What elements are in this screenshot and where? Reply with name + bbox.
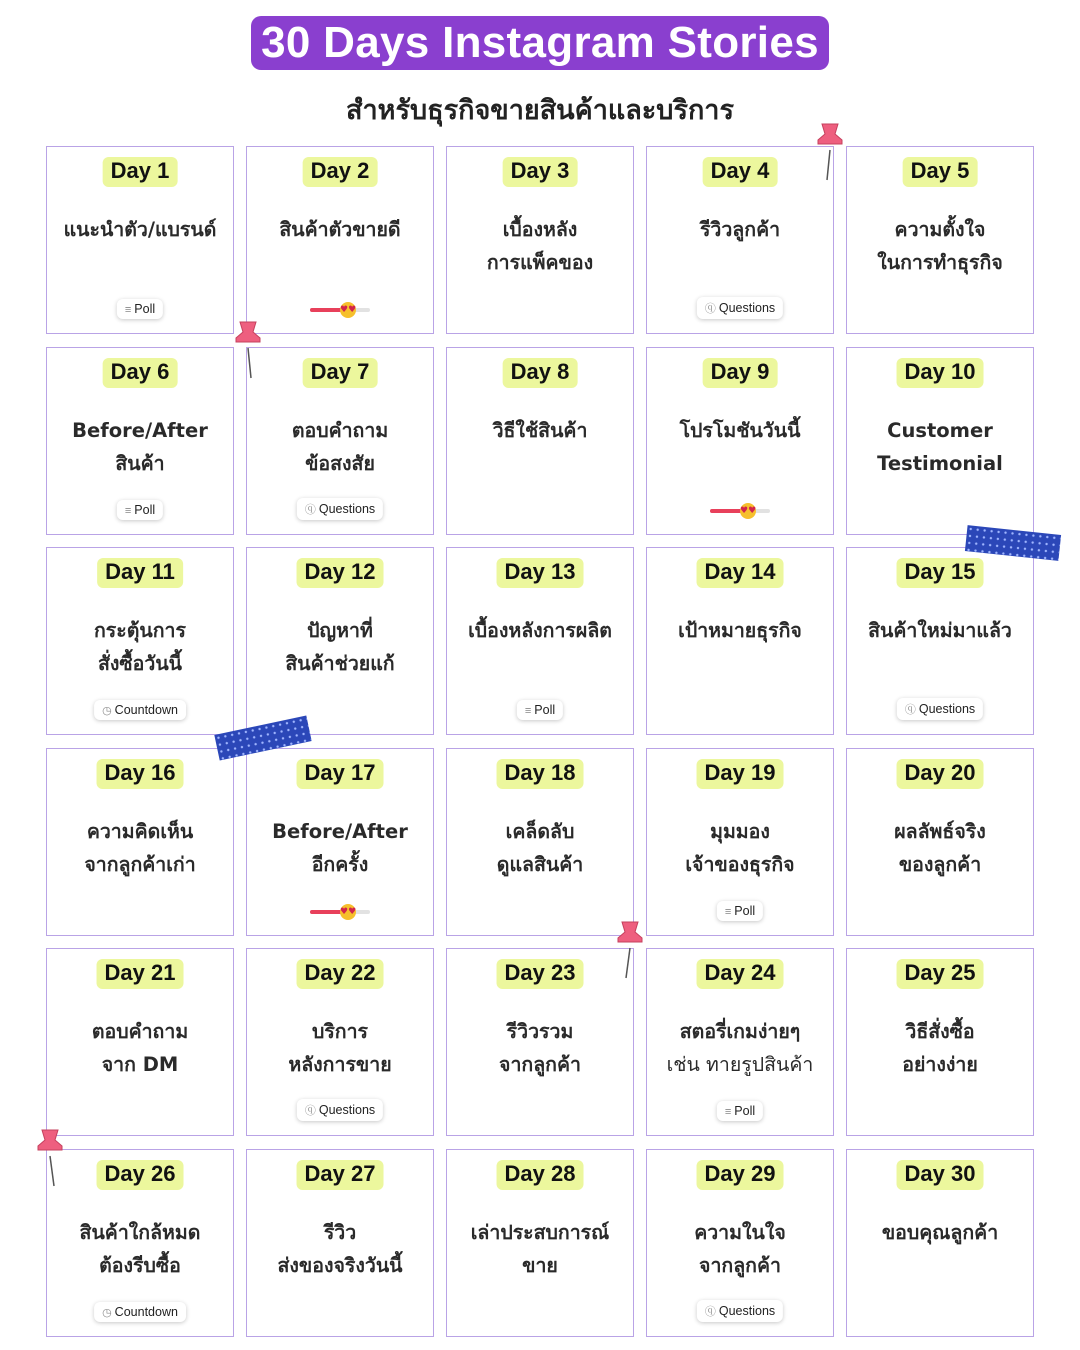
heart-eyes-emoji-icon: ♥♥ (340, 904, 356, 920)
day-topic (849, 1216, 1031, 1249)
day-topic-line: บริการ (311, 1020, 369, 1043)
poll-icon: ≡ (124, 304, 132, 316)
day-badge: Day 14 (697, 558, 784, 588)
day-badge: Day 23 (497, 959, 584, 989)
day-topic-line: ปัญหาที่ (307, 619, 373, 642)
day-badge: Day 9 (703, 358, 778, 388)
day-topic-line: Testimonial (877, 451, 1003, 475)
day-topic (849, 414, 1031, 480)
day-topic (249, 1015, 431, 1081)
day-topic (249, 614, 431, 680)
sticker-label: Questions (318, 1103, 376, 1117)
day-topic-line: โปรโมชันวันนี้ (679, 418, 801, 442)
questions-sticker (697, 1300, 783, 1322)
day-card (846, 347, 1034, 535)
day-badge: Day 1 (103, 157, 178, 187)
day-topic (849, 815, 1031, 881)
day-topic-line: สินค้าช่วยแก้ (285, 652, 395, 675)
day-topic-line: Before/After (272, 819, 408, 843)
day-badge: Day 18 (497, 759, 584, 789)
day-topic (849, 213, 1031, 279)
day-topic-line: สั่งซื้อวันนี้ (98, 652, 182, 675)
day-topic-line: รีวิว (323, 1220, 357, 1244)
poll-icon: ≡ (124, 504, 132, 517)
questions-sticker (297, 1099, 383, 1121)
day-topic-line: จากลูกค้าเก่า (84, 852, 196, 876)
day-topic (49, 815, 231, 881)
day-topic-line: เช่น ทายรูปสินค้า (666, 1053, 814, 1076)
day-card (246, 748, 434, 936)
day-topic-line: ดูแลสินค้า (496, 852, 584, 876)
day-topic (249, 414, 431, 480)
question-icon: ⓠ (304, 503, 316, 516)
day-topic (649, 815, 831, 881)
day-topic-line: สินค้าตัวขายดี (279, 218, 401, 241)
day-badge: Day 30 (897, 1160, 984, 1190)
sticker-label: Questions (918, 702, 976, 716)
day-topic-line: แนะนำตัว/แบรนด์ (63, 218, 217, 241)
day-badge: Day 10 (897, 358, 984, 388)
push-pin-icon (234, 318, 262, 380)
day-topic-line: Customer (887, 418, 993, 442)
day-topic-line: รีวิวลูกค้า (699, 218, 781, 241)
question-icon: ⓠ (304, 1105, 316, 1117)
day-topic-line: เจ้าของธุรกิจ (685, 852, 795, 876)
page-subtitle: สำหรับธุรกิจขายสินค้าและบริการ (346, 95, 734, 126)
day-badge: Day 20 (897, 759, 984, 789)
question-icon: ⓠ (704, 1305, 716, 1318)
countdown-sticker (94, 700, 186, 720)
day-badge: Day 8 (503, 358, 578, 388)
sticker-label: Countdown (114, 703, 178, 717)
day-card (646, 948, 834, 1136)
day-card (646, 347, 834, 535)
day-topic (649, 614, 831, 647)
emoji-slider-sticker (710, 506, 770, 516)
day-badge: Day 11 (97, 558, 183, 588)
day-topic-line: ขอบคุณลูกค้า (881, 1220, 999, 1244)
sticker-label: Poll (734, 903, 756, 918)
day-topic-line: มุมมอง (710, 819, 770, 843)
sticker-label: Poll (734, 1104, 756, 1118)
day-topic (249, 213, 431, 246)
day-topic (249, 1216, 431, 1282)
day-topic-line: วิธีใช้สินค้า (492, 418, 588, 442)
day-topic-line: หลังการขาย (288, 1053, 392, 1076)
day-card (446, 748, 634, 936)
day-topic-line: รีวิวรวม (506, 1020, 574, 1043)
day-badge: Day 7 (303, 358, 378, 388)
day-badge: Day 29 (697, 1160, 784, 1190)
day-badge: Day 25 (897, 959, 984, 989)
day-card (446, 347, 634, 535)
calendar-grid (46, 146, 1034, 1337)
day-topic (849, 614, 1031, 647)
day-badge: Day 28 (497, 1160, 584, 1190)
push-pin-icon (616, 918, 644, 980)
sticker-label: Poll (134, 302, 156, 316)
day-topic (449, 1015, 631, 1081)
emoji-slider-sticker (310, 305, 370, 315)
day-badge: Day 17 (297, 759, 384, 789)
question-icon: ⓠ (704, 303, 716, 315)
day-badge: Day 16 (97, 759, 184, 789)
day-topic-line: วิธีสั่งซื้อ (905, 1020, 975, 1043)
heart-eyes-emoji-icon: ♥♥ (740, 503, 756, 519)
day-badge: Day 15 (897, 558, 984, 588)
questions-sticker (697, 297, 783, 319)
questions-sticker (897, 698, 983, 720)
poll-sticker (117, 299, 163, 319)
day-card (246, 146, 434, 334)
day-card (646, 547, 834, 735)
day-topic-line: ส่งของจริงวันนี้ (277, 1253, 403, 1277)
day-topic-line: อีกครั้ง (311, 852, 369, 876)
day-topic (449, 614, 631, 647)
day-topic-line: ข้อสงสัย (305, 451, 375, 475)
countdown-sticker (94, 1302, 186, 1322)
poll-sticker (717, 1101, 763, 1121)
day-topic-line: เบื้องหลังการผลิต (468, 619, 612, 642)
poll-icon: ≡ (524, 705, 532, 717)
emoji-slider-sticker (310, 907, 370, 917)
day-badge: Day 4 (703, 157, 778, 187)
day-topic-line: จากลูกค้า (699, 1253, 781, 1277)
clock-icon: ◷ (102, 705, 112, 717)
questions-sticker (297, 498, 383, 520)
day-card (846, 748, 1034, 936)
day-card (46, 146, 234, 334)
day-topic-line: เล่าประสบการณ์ (470, 1220, 610, 1244)
day-topic-line: การแพ็คของ (486, 251, 594, 274)
day-topic-line: สินค้า (115, 451, 165, 475)
poll-sticker (717, 901, 763, 921)
heart-eyes-emoji-icon: ♥♥ (340, 302, 356, 318)
poll-sticker (517, 700, 563, 720)
day-card (46, 347, 234, 535)
day-badge: Day 27 (297, 1160, 384, 1190)
poll-icon: ≡ (724, 905, 732, 918)
day-topic-line: ต้องรีบซื้อ (99, 1253, 181, 1277)
day-badge: Day 22 (297, 959, 384, 989)
day-topic-line: เป้าหมายธุรกิจ (678, 619, 802, 642)
day-topic-line: เบื้องหลัง (502, 218, 578, 241)
question-icon: ⓠ (904, 704, 916, 716)
poll-icon: ≡ (724, 1106, 732, 1118)
day-card (246, 547, 434, 735)
day-badge: Day 6 (103, 358, 178, 388)
day-card (46, 547, 234, 735)
day-topic (249, 815, 431, 881)
day-badge: Day 3 (503, 157, 578, 187)
sticker-label: Questions (318, 501, 376, 516)
day-card (446, 146, 634, 334)
sticker-label: Poll (134, 502, 156, 517)
day-topic (49, 414, 231, 480)
day-topic-line: ความตั้งใจ (894, 218, 986, 241)
day-topic (449, 1216, 631, 1282)
day-topic-line: Before/After (72, 418, 208, 442)
day-topic (449, 414, 631, 447)
day-topic-line: จาก DM (101, 1053, 179, 1076)
day-card (46, 948, 234, 1136)
title-wrap (0, 16, 1080, 70)
day-topic-line: สินค้าใกล้หมด (79, 1220, 201, 1244)
day-card (646, 146, 834, 334)
day-badge: Day 19 (697, 759, 784, 789)
day-topic (49, 213, 231, 246)
day-topic (49, 614, 231, 680)
day-topic-line: ในการทำธุรกิจ (877, 251, 1003, 274)
day-topic (649, 1216, 831, 1282)
day-card (846, 146, 1034, 334)
sticker-label: Countdown (114, 1304, 178, 1319)
day-badge: Day 24 (697, 959, 784, 989)
day-card (846, 1149, 1034, 1337)
day-topic-line: จากลูกค้า (499, 1053, 581, 1076)
day-topic (849, 1015, 1031, 1081)
page-title: 30 Days Instagram Stories (251, 16, 829, 70)
day-topic-line: เคล็ดลับ (505, 819, 575, 843)
day-badge: Day 21 (97, 959, 184, 989)
day-card (646, 748, 834, 936)
day-card (246, 1149, 434, 1337)
day-topic (49, 1216, 231, 1282)
sticker-label: Questions (718, 301, 776, 315)
day-card (246, 347, 434, 535)
sticker-label: Questions (718, 1303, 776, 1318)
day-card (446, 547, 634, 735)
day-topic (649, 1015, 831, 1081)
day-topic (649, 213, 831, 246)
day-card (846, 547, 1034, 735)
poll-sticker (117, 500, 163, 520)
day-topic-line: กระตุ้นการ (94, 619, 186, 642)
day-topic (649, 414, 831, 447)
day-badge: Day 13 (497, 558, 584, 588)
sticker-label: Poll (534, 703, 556, 717)
day-topic-line: ตอบคำถาม (91, 1020, 189, 1043)
day-card (446, 1149, 634, 1337)
push-pin-icon (816, 120, 844, 182)
day-topic-line: ความคิดเห็น (86, 819, 194, 843)
day-topic-line: ผลลัพธ์จริง (894, 819, 986, 843)
day-badge: Day 26 (97, 1160, 184, 1190)
day-card (446, 948, 634, 1136)
push-pin-icon (36, 1126, 64, 1188)
day-card (646, 1149, 834, 1337)
day-topic-line: ของลูกค้า (898, 852, 982, 876)
day-topic-line: ตอบคำถาม (291, 418, 389, 442)
day-card (46, 1149, 234, 1337)
day-card (846, 948, 1034, 1136)
day-badge: Day 12 (297, 558, 384, 588)
day-topic (49, 1015, 231, 1081)
clock-icon: ◷ (102, 1306, 112, 1319)
day-topic-line: ความในใจ (694, 1220, 786, 1244)
day-card (246, 948, 434, 1136)
day-topic-line: อย่างง่าย (902, 1053, 978, 1076)
day-topic-line: สตอรี่เกมง่ายๆ (679, 1020, 801, 1043)
day-topic (449, 815, 631, 881)
day-topic (449, 213, 631, 279)
day-topic-line: ขาย (522, 1253, 558, 1277)
day-topic-line: สินค้าใหม่มาแล้ว (868, 619, 1012, 642)
day-badge: Day 2 (303, 157, 378, 187)
day-badge: Day 5 (903, 157, 978, 187)
day-card (46, 748, 234, 936)
